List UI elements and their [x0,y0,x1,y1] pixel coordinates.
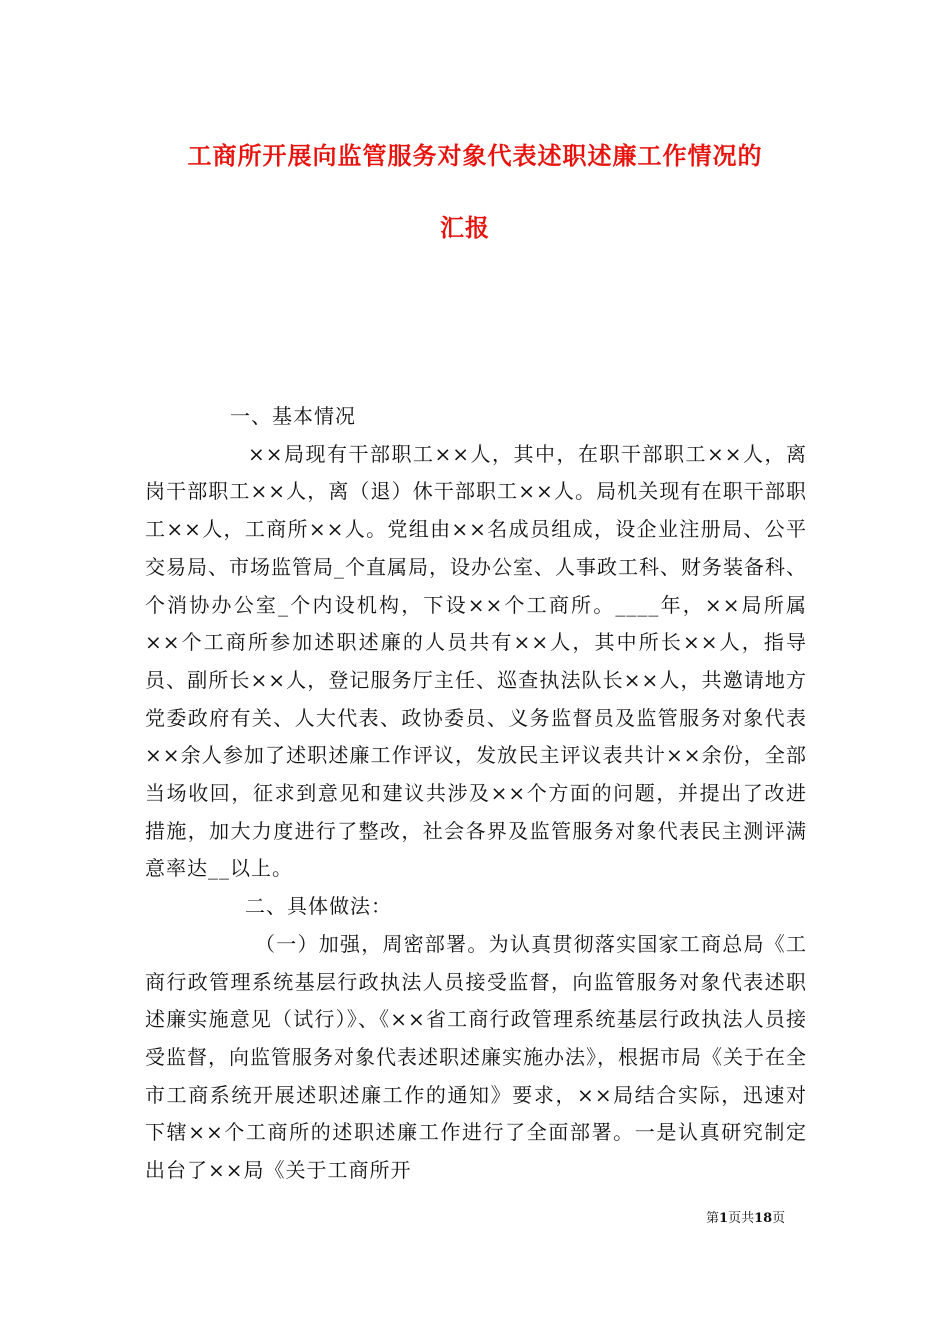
footer-suffix: 页 [772,1211,786,1226]
footer-prefix: 第 [706,1211,720,1226]
document-body [145,398,807,1190]
paragraph-specific-practices: （一）加强，周密部署。为认真贯彻落实国家工商总局《工商行政管理系统基层行政执法人员接受监督，向监管服务对象代表述职述廉实施意见（试行）》、《××省工商行政管理系统基层行政执法人员接受监督，向监管服务对象代表述职述廉实施办法》，根据市局《关于在全市工商系统开展述职述廉工作的通知》要求，××局结合实际，迅速对下辖××个工商所的述职述廉工作进行了全面部署。一是认真研究制定出台了××局《关于工商所开 [145,931,807,1183]
document-title-line-1: 工商所开展向监管服务对象代表述职述廉工作情况的 [187,141,763,170]
section-heading-basic-situation: 一、基本情况 [230,404,356,428]
section-heading-specific-practices: 二、具体做法： [245,894,392,919]
footer-total-pages: 18 [754,1211,773,1226]
document-title-line-2: 汇报 [440,213,490,242]
paragraph-basic-situation: ××局现有干部职工××人，其中，在职干部职工××人，离岗干部职工××人，离（退）休干部职工××人。局机关现有在职干部职工××人，工商所××人。党组由××名成员组成，设企业注册局、公平交易局、市场监管局_个直属局，设办公室、人事政工科、财务装备科、个消协办公室_个内设机构，下设××个工商所。____年，××局所属××个工商所参加述职述廉的人员共有××人，其中所长××人，指导员、副所长××人，登记服务厅主任、巡查执法队长××人，共邀请地方党委政府有关、人大代表、政协委员、义务监督员及监管服务对象代表××余人参加了述职述廉工作评议，发放民主评议表共计××余份，全部当场收回，征求到意见和建议共涉及××个方面的问题，并提出了改进措施，加大力度进行了整改，社会各界及监管服务对象代表民主测评满意率达__以上。 [145,441,807,881]
footer-middle: 页共 [728,1211,755,1226]
page-footer [706,1207,785,1226]
footer-page-number: 1 [719,1211,729,1226]
